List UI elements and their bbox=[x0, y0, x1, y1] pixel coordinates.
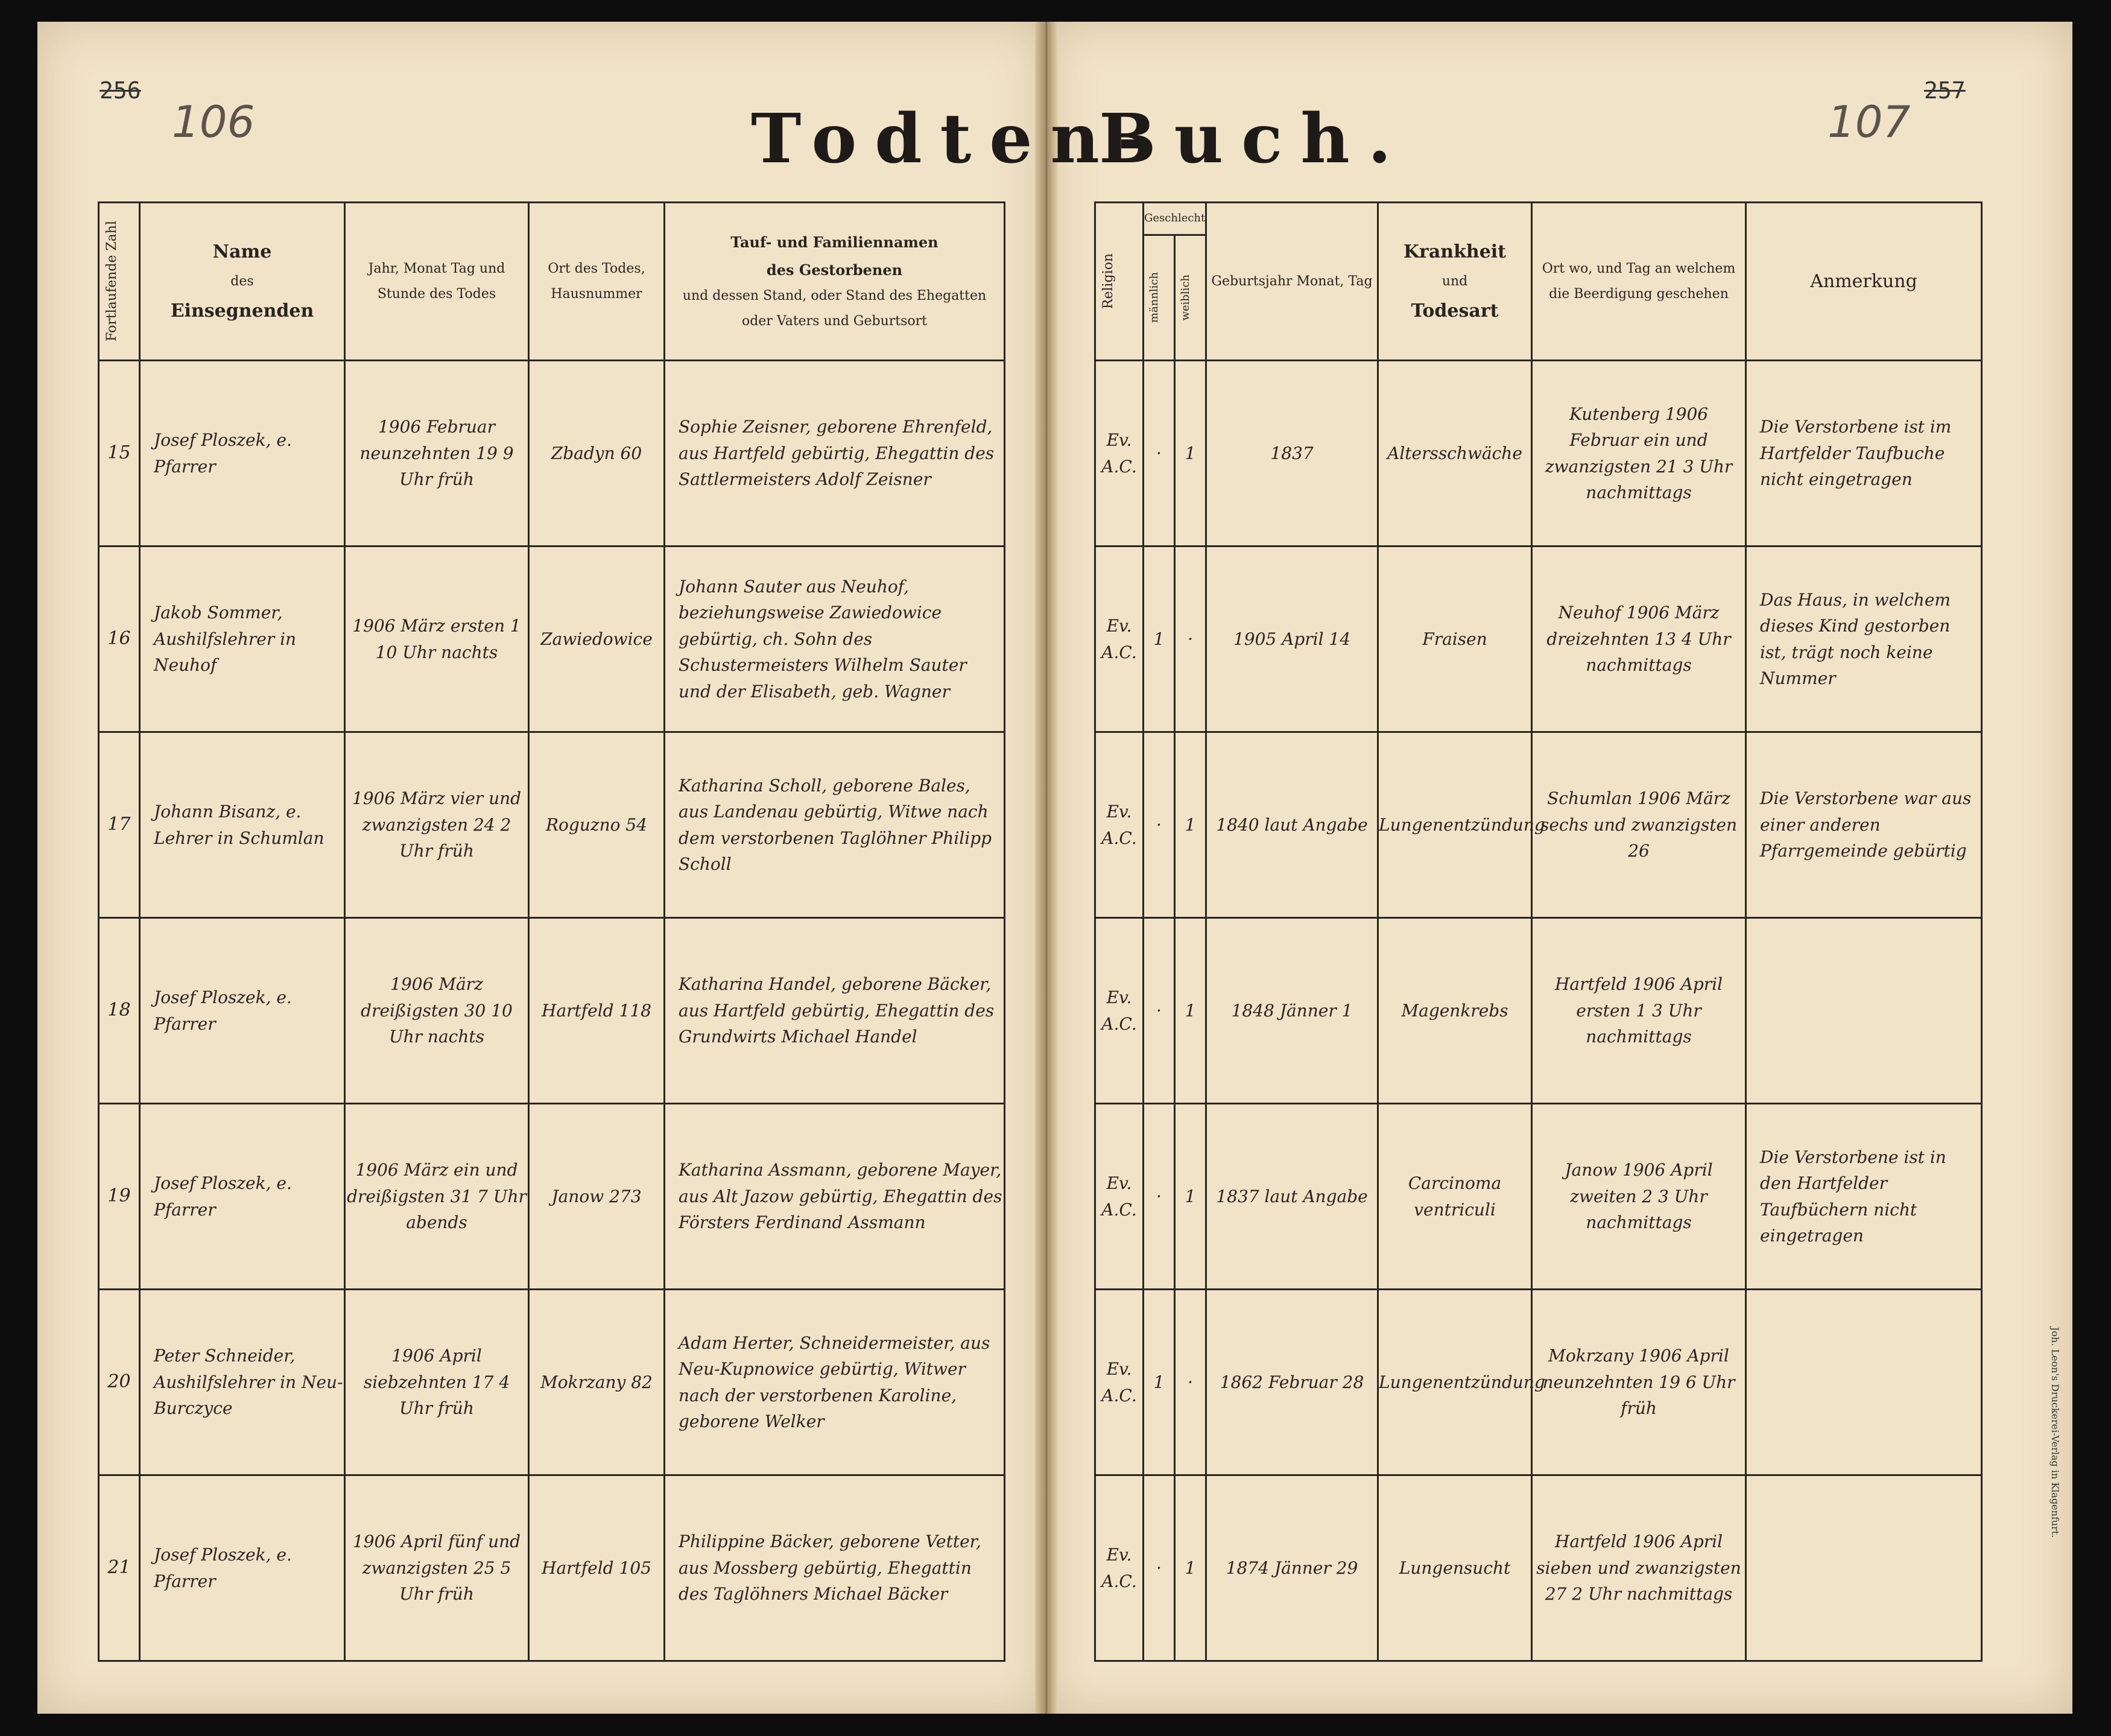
right-entry-row bbox=[1095, 1104, 1982, 1290]
gestorbene-person: Katharina Assmann, geborene Mayer, aus Alt Jazow gebürtig, Ehegattin des Försters Ferdinand Assmann bbox=[665, 1104, 1005, 1290]
einsegnender-name: Jakob Sommer, Aushilfslehrer in Neuhof bbox=[140, 546, 345, 732]
einsegnender-name: Josef Ploszek, e. Pfarrer bbox=[140, 361, 345, 546]
religion: Ev. A.C. bbox=[1095, 1104, 1144, 1290]
todes-ort: Zbadyn 60 bbox=[529, 361, 665, 546]
right-printed-page-number: 257 bbox=[1924, 77, 1966, 104]
geburtsjahr: 1862 Februar 28 bbox=[1206, 1290, 1378, 1475]
right-entry-row bbox=[1095, 1475, 1982, 1661]
krankheit: Altersschwäche bbox=[1378, 361, 1532, 546]
krankheit: Lungensucht bbox=[1378, 1475, 1532, 1661]
entry-number: 15 bbox=[99, 361, 140, 546]
religion: Ev. A.C. bbox=[1095, 1475, 1144, 1661]
todes-ort: Mokrzany 82 bbox=[529, 1290, 665, 1475]
entry-number: 20 bbox=[99, 1290, 140, 1475]
left-header-row bbox=[99, 203, 1005, 361]
printer-note: Joh. Leon's Druckerei-Verlag in Klagenfurt. bbox=[2049, 1327, 2061, 1538]
anmerkung bbox=[1746, 918, 1982, 1104]
left-entry-row bbox=[99, 546, 1005, 732]
entry-number: 18 bbox=[99, 918, 140, 1104]
religion: Ev. A.C. bbox=[1095, 546, 1144, 732]
header-maennlich: männlich bbox=[1144, 235, 1175, 361]
geschlecht-maennlich: · bbox=[1144, 918, 1175, 1104]
anmerkung: Die Verstorbene ist im Hartfelder Taufbuche nicht eingetragen bbox=[1746, 361, 1982, 546]
geburtsjahr: 1840 laut Angabe bbox=[1206, 732, 1378, 918]
geschlecht-maennlich: 1 bbox=[1144, 546, 1175, 732]
book-gutter bbox=[1035, 22, 1058, 1714]
geschlecht-weiblich: · bbox=[1175, 1290, 1206, 1475]
geschlecht-weiblich: 1 bbox=[1175, 361, 1206, 546]
left-printed-page-number: 256 bbox=[100, 77, 141, 104]
beerdigung: Hartfeld 1906 April ersten 1 3 Uhr nachmittags bbox=[1532, 918, 1746, 1104]
gestorbene-person: Philippine Bäcker, geborene Vetter, aus Mossberg gebürtig, Ehegattin des Taglöhners Michael Bäcker bbox=[665, 1475, 1005, 1661]
geschlecht-maennlich: · bbox=[1144, 1475, 1175, 1661]
left-entry-row bbox=[99, 732, 1005, 918]
right-entry-row bbox=[1095, 1290, 1982, 1475]
geschlecht-maennlich: · bbox=[1144, 732, 1175, 918]
header-todes-datum: Jahr, Monat Tag und Stunde des Todes bbox=[345, 203, 529, 361]
header-geburtsjahr: Geburtsjahr Monat, Tag bbox=[1206, 203, 1378, 361]
right-entry-row bbox=[1095, 546, 1982, 732]
header-name: Name des Einsegnenden bbox=[140, 203, 345, 361]
left-pencil-page-number: 106 bbox=[172, 97, 255, 147]
beerdigung: Kutenberg 1906 Februar ein und zwanzigsten 21 3 Uhr nachmittags bbox=[1532, 361, 1746, 546]
header-weiblich: weiblich bbox=[1175, 235, 1206, 361]
geburtsjahr: 1905 April 14 bbox=[1206, 546, 1378, 732]
religion: Ev. A.C. bbox=[1095, 732, 1144, 918]
left-page-title: Todten- bbox=[751, 100, 1164, 179]
entry-number: 16 bbox=[99, 546, 140, 732]
left-entry-row bbox=[99, 918, 1005, 1104]
anmerkung: Das Haus, in welchem dieses Kind gestorben ist, trägt noch keine Nummer bbox=[1746, 546, 1982, 732]
todes-ort: Janow 273 bbox=[529, 1104, 665, 1290]
gestorbene-person: Johann Sauter aus Neuhof, beziehungsweise Zawiedowice gebürtig, ch. Sohn des Schustermeisters Wilhelm Sauter und der Elisabeth, geb. Wagner bbox=[665, 546, 1005, 732]
todes-ort: Hartfeld 118 bbox=[529, 918, 665, 1104]
header-krankheit: Krankheit und Todesart bbox=[1378, 203, 1532, 361]
beerdigung: Mokrzany 1906 April neunzehnten 19 6 Uhr früh bbox=[1532, 1290, 1746, 1475]
right-pencil-page-number: 107 bbox=[1828, 97, 1911, 147]
left-entry-row bbox=[99, 361, 1005, 546]
anmerkung: Die Verstorbene war aus einer anderen Pfarrgemeinde gebürtig bbox=[1746, 732, 1982, 918]
header-religion: Religion bbox=[1095, 203, 1144, 361]
religion: Ev. A.C. bbox=[1095, 361, 1144, 546]
beerdigung: Neuhof 1906 März dreizehnten 13 4 Uhr nachmittags bbox=[1532, 546, 1746, 732]
left-register-table bbox=[98, 201, 1005, 1662]
einsegnender-name: Josef Ploszek, e. Pfarrer bbox=[140, 918, 345, 1104]
geburtsjahr: 1874 Jänner 29 bbox=[1206, 1475, 1378, 1661]
header-fortlaufende-zahl: Fortlaufende Zahl bbox=[99, 203, 140, 361]
gestorbene-person: Katharina Scholl, geborene Bales, aus Landenau gebürtig, Witwe nach dem verstorbenen Taglöhner Philipp Scholl bbox=[665, 732, 1005, 918]
gestorbene-person: Katharina Handel, geborene Bäcker, aus Hartfeld gebürtig, Ehegattin des Grundwirts Michael Handel bbox=[665, 918, 1005, 1104]
todes-datum: 1906 April fünf und zwanzigsten 25 5 Uhr früh bbox=[345, 1475, 529, 1661]
geschlecht-weiblich: 1 bbox=[1175, 732, 1206, 918]
geschlecht-weiblich: 1 bbox=[1175, 1475, 1206, 1661]
left-entry-row bbox=[99, 1290, 1005, 1475]
geschlecht-maennlich: 1 bbox=[1144, 1290, 1175, 1475]
right-page-title: Buch. bbox=[1099, 100, 1410, 179]
entry-number: 21 bbox=[99, 1475, 140, 1661]
todes-datum: 1906 März vier und zwanzigsten 24 2 Uhr früh bbox=[345, 732, 529, 918]
geburtsjahr: 1848 Jänner 1 bbox=[1206, 918, 1378, 1104]
header-anmerkung: Anmerkung bbox=[1746, 203, 1982, 361]
beerdigung: Janow 1906 April zweiten 2 3 Uhr nachmittags bbox=[1532, 1104, 1746, 1290]
einsegnender-name: Josef Ploszek, e. Pfarrer bbox=[140, 1104, 345, 1290]
header-gestorbene: Tauf- und Familiennamen des Gestorbenen und dessen Stand, oder Stand des Ehegatten oder Vaters und Geburtsort bbox=[665, 203, 1005, 361]
todes-ort: Hartfeld 105 bbox=[529, 1475, 665, 1661]
todes-ort: Roguzno 54 bbox=[529, 732, 665, 918]
krankheit: Lungenentzündung bbox=[1378, 732, 1532, 918]
krankheit: Fraisen bbox=[1378, 546, 1532, 732]
beerdigung: Hartfeld 1906 April sieben und zwanzigsten 27 2 Uhr nachmittags bbox=[1532, 1475, 1746, 1661]
header-geschlecht: Geschlecht bbox=[1144, 203, 1206, 235]
gestorbene-person: Adam Herter, Schneidermeister, aus Neu-Kupnowice gebürtig, Witwer nach der verstorbenen Karoline, geborene Welker bbox=[665, 1290, 1005, 1475]
krankheit: Lungenentzündung bbox=[1378, 1290, 1532, 1475]
geschlecht-maennlich: · bbox=[1144, 1104, 1175, 1290]
todes-datum: 1906 März ein und dreißigsten 31 7 Uhr abends bbox=[345, 1104, 529, 1290]
left-entry-row bbox=[99, 1475, 1005, 1661]
todes-datum: 1906 März ersten 1 10 Uhr nachts bbox=[345, 546, 529, 732]
entry-number: 17 bbox=[99, 732, 140, 918]
krankheit: Carcinoma ventriculi bbox=[1378, 1104, 1532, 1290]
gestorbene-person: Sophie Zeisner, geborene Ehrenfeld, aus Hartfeld gebürtig, Ehegattin des Sattlermeisters Adolf Zeisner bbox=[665, 361, 1005, 546]
geschlecht-weiblich: 1 bbox=[1175, 918, 1206, 1104]
right-entry-row bbox=[1095, 361, 1982, 546]
entry-number: 19 bbox=[99, 1104, 140, 1290]
todes-datum: 1906 Februar neunzehnten 19 9 Uhr früh bbox=[345, 361, 529, 546]
right-register-table bbox=[1094, 201, 1983, 1662]
einsegnender-name: Peter Schneider, Aushilfslehrer in Neu-Burczyce bbox=[140, 1290, 345, 1475]
right-header-row-1 bbox=[1095, 203, 1982, 235]
anmerkung bbox=[1746, 1290, 1982, 1475]
einsegnender-name: Josef Ploszek, e. Pfarrer bbox=[140, 1475, 345, 1661]
krankheit: Magenkrebs bbox=[1378, 918, 1532, 1104]
anmerkung: Die Verstorbene ist in den Hartfelder Taufbüchern nicht eingetragen bbox=[1746, 1104, 1982, 1290]
header-ort: Ort des Todes, Hausnummer bbox=[529, 203, 665, 361]
geschlecht-weiblich: · bbox=[1175, 546, 1206, 732]
anmerkung bbox=[1746, 1475, 1982, 1661]
religion: Ev. A.C. bbox=[1095, 918, 1144, 1104]
left-entry-row bbox=[99, 1104, 1005, 1290]
todes-ort: Zawiedowice bbox=[529, 546, 665, 732]
beerdigung: Schumlan 1906 März sechs und zwanzigsten 26 bbox=[1532, 732, 1746, 918]
geschlecht-weiblich: 1 bbox=[1175, 1104, 1206, 1290]
header-beerdigung: Ort wo, und Tag an welchem die Beerdigung geschehen bbox=[1532, 203, 1746, 361]
geburtsjahr: 1837 bbox=[1206, 361, 1378, 546]
religion: Ev. A.C. bbox=[1095, 1290, 1144, 1475]
geburtsjahr: 1837 laut Angabe bbox=[1206, 1104, 1378, 1290]
todes-datum: 1906 März dreißigsten 30 10 Uhr nachts bbox=[345, 918, 529, 1104]
right-entry-row bbox=[1095, 918, 1982, 1104]
geschlecht-maennlich: · bbox=[1144, 361, 1175, 546]
todes-datum: 1906 April siebzehnten 17 4 Uhr früh bbox=[345, 1290, 529, 1475]
right-entry-row bbox=[1095, 732, 1982, 918]
einsegnender-name: Johann Bisanz, e. Lehrer in Schumlan bbox=[140, 732, 345, 918]
